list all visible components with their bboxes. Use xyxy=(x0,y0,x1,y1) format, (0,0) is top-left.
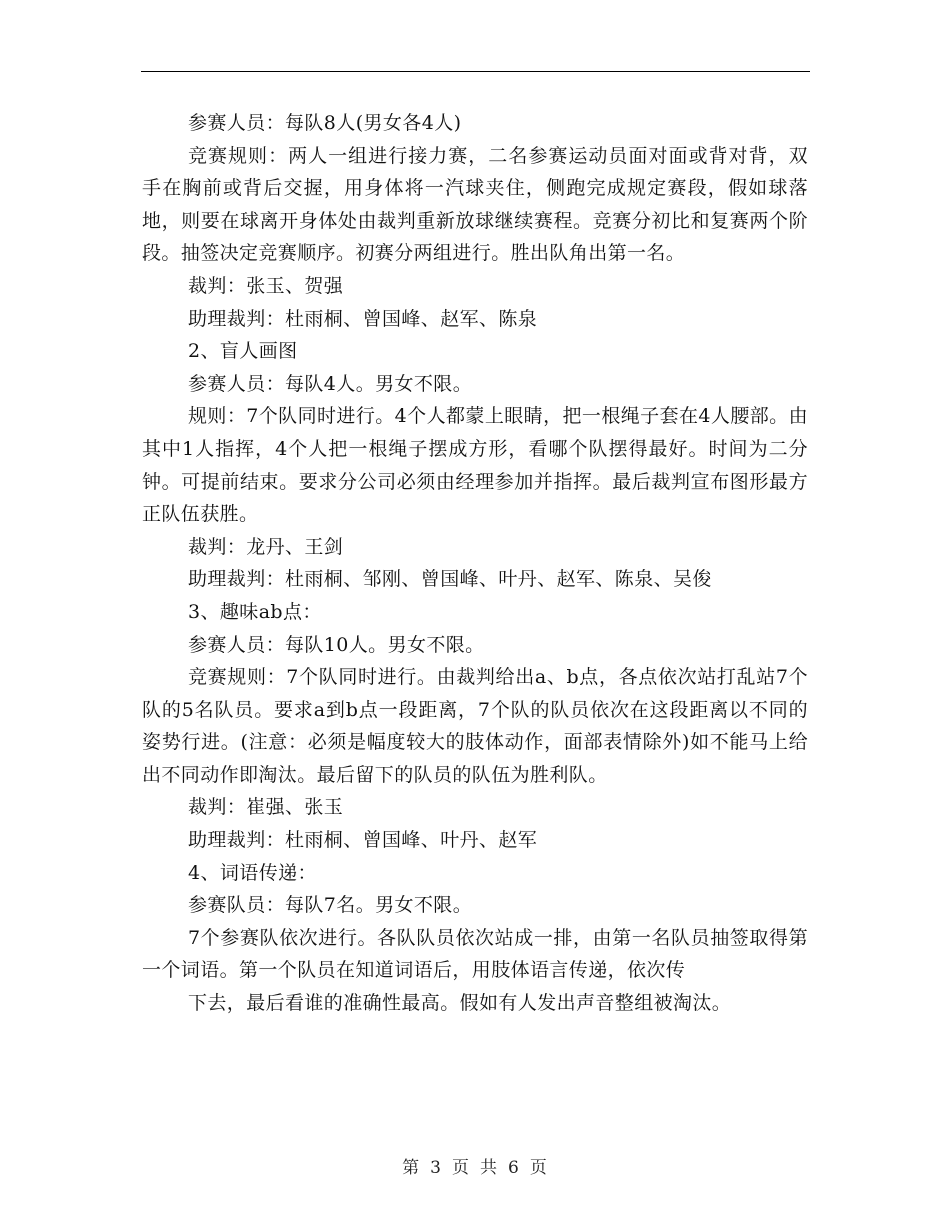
rules-word-relay-continued: 下去，最后看谁的准确性最高。假如有人发出声音整组被淘汰。 xyxy=(188,992,732,1015)
section-heading-word-relay: 4、词语传递： xyxy=(188,861,317,884)
footer-label-ye-2: 页 xyxy=(529,1158,548,1178)
participants-blind-drawing: 参赛人员：每队4人。男女不限。 xyxy=(188,372,473,395)
assistant-referee-ab-points: 助理裁判：杜雨桐、曾国峰、叶丹、赵军 xyxy=(188,829,538,852)
rules-relay: 竞赛规则：两人一组进行接力赛，二名参赛运动员面对面或背对背，双手在胸前或背后交握，用身体将一汽球夹住，侧跑完成规定赛段，假如球落地，则要在球离开身体处由裁判重新放球继续赛程。竞赛分初比和复赛两个阶段。抽签决定竞赛顺序。初赛分两组进行。胜出队角出第一名。 xyxy=(142,144,808,265)
footer-label-di: 第 xyxy=(402,1158,421,1178)
section-heading-ab-points: 3、趣味ab点： xyxy=(188,600,322,623)
assistant-referee-blind-drawing: 助理裁判：杜雨桐、邹刚、曾国峰、叶丹、赵军、陈泉、吴俊 xyxy=(188,568,712,591)
participants-ab-points: 参赛人员：每队10人。男女不限。 xyxy=(188,633,485,656)
participants-relay: 参赛人员：每队8人(男女各4人) xyxy=(188,112,462,134)
page-number-total: 6 xyxy=(508,1158,520,1178)
rules-ab-points: 竞赛规则：7个队同时进行。由裁判给出a、b点，各点依次站打乱站7个队的5名队员。要求a到b点一段距离，7个队的队员依次在这段距离以不同的姿势行进。(注意：必须是幅度较大的肢体动作，面部表情除外)如不能马上给出不同动作即淘汰。最后留下的队员的队伍为胜利队。 xyxy=(142,666,808,786)
assistant-referee-relay: 助理裁判：杜雨桐、曾国峰、赵军、陈泉 xyxy=(188,307,538,330)
document-body xyxy=(142,107,808,1020)
rules-word-relay: 7个参赛队依次进行。各队队员依次站成一排，由第一名队员抽签取得第一个词语。第一个队员在知道词语后，用肢体语言传递，依次传 xyxy=(142,926,808,982)
referee-relay: 裁判：张玉、贺强 xyxy=(188,274,344,297)
referee-ab-points: 裁判：崔强、张玉 xyxy=(188,796,344,819)
page-number-current: 3 xyxy=(430,1158,442,1178)
participants-word-relay: 参赛队员：每队7名。男女不限。 xyxy=(188,894,473,917)
rules-blind-drawing: 规则：7个队同时进行。4个人都蒙上眼睛，把一根绳子套在4人腰部。由其中1人指挥，4个人把一根绳子摆成方形，看哪个队摆得最好。时间为二分钟。可提前结束。要求分公司必须由经理参加并指挥。最后裁判宣布图形最方正队伍获胜。 xyxy=(142,405,808,526)
footer-label-ye: 页 xyxy=(452,1158,470,1178)
footer-label-gong: 共 xyxy=(480,1158,498,1178)
page-footer xyxy=(0,1153,950,1178)
section-heading-blind-drawing: 2、盲人画图 xyxy=(188,340,298,363)
referee-blind-drawing: 裁判：龙丹、王剑 xyxy=(188,535,344,558)
header-rule xyxy=(141,71,810,72)
